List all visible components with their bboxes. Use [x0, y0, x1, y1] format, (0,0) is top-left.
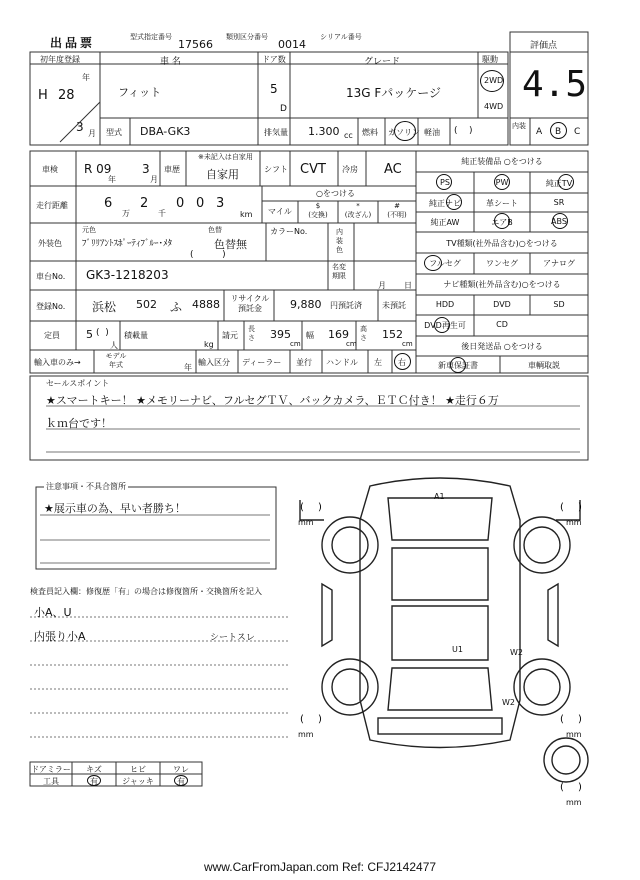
genuine-title: 純正装備品 ○をつける [461, 157, 543, 166]
mm-front-left: mm [298, 518, 314, 527]
color-change-label: 色替 [208, 226, 222, 234]
svg-text:): ) [318, 502, 322, 513]
ac: AC [384, 162, 402, 177]
handle-left: 左 [374, 358, 382, 367]
color-change: 色替無 [214, 238, 247, 251]
equip-leather: 革シート [486, 199, 518, 208]
mileage-digit-3: 0 [176, 196, 185, 211]
navi-hdd: HDD [435, 300, 455, 309]
navi-sd: SD [553, 300, 565, 309]
drive-label: 駆動 [482, 55, 498, 64]
color-label: 外装色 [38, 239, 62, 248]
name-change-day: 日 [404, 281, 412, 290]
load-label: 積載量 [124, 331, 148, 340]
month-unit: 月 [88, 129, 96, 138]
width: 169 [328, 328, 349, 341]
svg-text:(: ( [300, 502, 304, 513]
fuel-other: ( ) [454, 126, 473, 136]
jack-value-circle [174, 775, 188, 786]
tv-fullseg: フルセグ [429, 259, 461, 268]
drive-2wd-circle [480, 70, 504, 92]
registration-label: 登録No. [36, 302, 66, 311]
length: 395 [270, 328, 291, 341]
sen-unit: 千 [158, 209, 166, 218]
equip-airbag-circle [494, 213, 510, 229]
km-unit: km [240, 210, 253, 219]
mileage-digit-4: 0 [196, 196, 205, 211]
interior-label: 内装 [512, 122, 526, 130]
interior-color-label: 内装色 [336, 228, 343, 254]
mm-front-right: mm [566, 518, 582, 527]
capacity-paren: ( ) [96, 328, 109, 338]
grade: 13G Fパッケージ [346, 86, 442, 100]
grade-label: グレード [364, 57, 401, 67]
car-hist: 自家用 [206, 168, 239, 181]
tv-fullseg-circle [424, 255, 442, 271]
navi-dvd: DVD [493, 300, 511, 309]
recycle-label: リサイクル 預託金 [230, 294, 270, 313]
equip-airbag: エアB [491, 218, 513, 227]
navi-title: ナビ種類(社外品含む)○をつける [443, 280, 561, 289]
shaken-month-unit: 月 [150, 175, 158, 184]
ac-label: 冷房 [342, 165, 358, 174]
tools-header-break: ワレ [173, 765, 189, 774]
width-unit: cm [346, 340, 357, 348]
interior-b: B [555, 127, 562, 137]
fuel-gas-circle [394, 121, 416, 141]
model-type-label: 型式指定番号 [130, 33, 172, 41]
later-title: 後日発送品 ○をつける [461, 342, 543, 351]
inspector-label: 検査員記入欄：修復歴「有」の場合は修復箇所・交換箇所を記入 [30, 587, 262, 596]
shift: CVT [300, 162, 326, 177]
svg-text:(: ( [560, 502, 564, 513]
recycle-fee: 9,880 [290, 298, 322, 311]
doors-label: ドア数 [262, 55, 286, 64]
mileage-digit-1: 6 [104, 196, 113, 211]
equip-aw: 純正AW [430, 218, 460, 227]
later-manual: 車輌取説 [528, 361, 560, 370]
orig-color-label: 元色 [82, 226, 96, 234]
jack-value: 有 [177, 777, 185, 786]
svg-text:(: ( [300, 714, 304, 725]
interior-a: A [536, 127, 543, 137]
person-unit: 人 [110, 341, 118, 350]
later-warranty: 新車保証書 [438, 361, 478, 370]
displacement-label: 排気量 [264, 128, 288, 137]
name-change-label: 名変 期限 [332, 263, 346, 280]
svg-text:): ) [578, 714, 582, 725]
exchange-option: $ (交換) [308, 202, 328, 219]
door-suffix: D [280, 104, 287, 114]
mileage-digit-2: 2 [140, 196, 149, 211]
year-unit: 年 [82, 73, 90, 82]
import-label: 輸入車のみ→ [34, 358, 81, 367]
cc-unit: cc [344, 131, 353, 140]
displacement: 1.300 [308, 125, 340, 138]
interior-b-circle [550, 122, 567, 139]
fuel-gas: ガソリン [388, 128, 420, 137]
shaken: R 09 [84, 162, 112, 176]
tools-label: 工具 [43, 777, 59, 786]
orig-color: ﾌﾞﾘﾘｱﾝﾄｽﾎﾟｰﾃｨﾌﾞﾙｰ･ﾒﾀ [82, 239, 173, 249]
equip-ps: PS [440, 178, 450, 187]
tools-value-circle [87, 775, 101, 786]
mileage-label: 走行距離 [36, 201, 68, 210]
equip-navi-circle [446, 194, 462, 210]
model: DBA-GK3 [140, 125, 191, 138]
car-hist-label: 車歴 [164, 165, 180, 174]
equip-navi: 純正ナビ [429, 199, 461, 208]
mm-rear-left: mm [298, 730, 314, 739]
equip-abs: ABS [551, 217, 567, 226]
mm-spare: mm [566, 798, 582, 807]
car-diagram [300, 478, 588, 782]
svg-text:): ) [578, 502, 582, 513]
mileage-mark-note: ○をつける [316, 189, 355, 198]
inspector-line-2a: 内張り小A [34, 630, 86, 643]
recycle-unit: 円預託済 [330, 301, 362, 310]
tools-header-crack: ヒビ [130, 765, 146, 774]
later-warranty-circle [450, 357, 466, 373]
category-label: 類別区分番号 [226, 33, 268, 41]
tools-header-scratch: キズ [86, 765, 102, 774]
svg-text:): ) [318, 714, 322, 725]
shaken-month: 3 [142, 162, 150, 176]
sales-label: セールスポイント [46, 379, 110, 388]
color-no-label: カラーNo. [270, 227, 308, 236]
handle-right: 右 [398, 358, 406, 367]
handle-label: ハンドル [326, 358, 358, 367]
parallel-option: 並行 [296, 358, 312, 367]
diagram-u1: U1 [452, 645, 463, 654]
car-name: フィット [118, 86, 162, 99]
kg-unit: kg [204, 340, 214, 349]
model-year-label: モデル 年式 [105, 352, 127, 369]
tools-value: 有 [90, 777, 98, 786]
watermark: www.CarFromJapan.com Ref: CFJ2142477 [203, 860, 437, 874]
jack-label: ジャッキ [122, 777, 154, 786]
car-name-label: 車 名 [160, 57, 181, 67]
reg-year: 28 [58, 88, 75, 103]
svg-text:(: ( [560, 714, 564, 725]
shift-label: シフト [264, 165, 288, 174]
first-reg-label: 初年度登録 [40, 55, 80, 64]
car-hist-note: ※未記入は自家用 [198, 153, 253, 161]
capacity-label: 定員 [44, 331, 60, 340]
width-label: 幅 [306, 331, 314, 340]
height-unit: cm [402, 340, 413, 348]
shaken-year-unit: 年 [108, 175, 116, 184]
chassis-no: GK3-1218203 [86, 268, 169, 282]
sales-line-2: ｋｍ台です！ [46, 417, 112, 430]
unknown-option: # (不明) [387, 202, 407, 219]
interior-c: C [574, 127, 581, 137]
reg-city: 浜松 [92, 300, 117, 314]
inspector-line-2b: シートスレ [210, 633, 255, 643]
navi-dvd-play-circle [434, 317, 450, 333]
length-label: 長さ [248, 325, 255, 342]
mileage-digit-5: 3 [216, 196, 225, 211]
navi-dvd-play: DVD再生可 [424, 321, 466, 330]
diagram-a1: A1 [434, 492, 445, 501]
reg-month: 3 [76, 120, 84, 134]
drive-2wd: 2WD [484, 76, 504, 85]
model-type-no: 17566 [178, 38, 213, 51]
doors: 5 [270, 82, 278, 96]
svg-text:): ) [578, 782, 582, 793]
category-no: 0014 [278, 38, 306, 51]
handle-right-circle [394, 353, 411, 370]
svg-text:(: ( [560, 782, 564, 793]
length-unit: cm [290, 340, 301, 348]
diagram-w2-b: W2 [502, 698, 515, 707]
color-paren: ( ) [190, 250, 226, 260]
claim-label: 請元 [222, 331, 238, 340]
tv-title: TV種類(社外品含む)○をつける [446, 239, 558, 248]
equip-sr: SR [553, 198, 565, 207]
tampered-option: * (改ざん) [344, 202, 372, 219]
notes-label: 注意事項・不具合箇所 [46, 482, 126, 491]
equip-pw-circle [494, 174, 510, 190]
import-class-label: 輸入区分 [198, 358, 230, 367]
reg-kana: ふ [170, 300, 183, 314]
shaken-label: 車検 [42, 165, 58, 174]
equip-tv-circle [558, 174, 574, 190]
capacity: 5 [86, 328, 93, 341]
serial-label: シリアル番号 [320, 33, 362, 41]
dealer-option: ディーラー [242, 358, 282, 367]
era: H [38, 88, 48, 103]
notes-line-1: ★展示車の為、早い者勝ち！ [44, 502, 186, 515]
tv-oneseg: ワンセグ [486, 259, 518, 268]
diagram-w2-a: W2 [510, 648, 523, 657]
name-change-month: 月 [378, 281, 386, 290]
grade-score-label: 評価点 [530, 41, 558, 51]
man-unit: 万 [122, 209, 130, 218]
fuel-diesel: 軽油 [424, 128, 440, 137]
drive-4wd: 4WD [484, 102, 504, 111]
mile-option: マイル [268, 207, 292, 216]
equip-abs-circle [552, 213, 568, 229]
height-label: 高さ [360, 325, 367, 342]
tv-analog: アナログ [543, 259, 575, 268]
height: 152 [382, 328, 403, 341]
sales-line-1: ★スマートキー！ ★メモリーナビ、フルセグＴＶ、バックカメラ、ＥＴＣ付き！ ★走行６万 [46, 394, 499, 407]
inspector-line-1: 小A、U [34, 606, 72, 619]
equip-tv: 純正TV [545, 179, 573, 188]
navi-cd: CD [496, 320, 508, 329]
model-label: 型式 [106, 128, 122, 137]
recycle-unpaid: 未預託 [382, 301, 406, 310]
reg-number: 4888 [192, 298, 220, 311]
slash-mark [58, 100, 102, 144]
fuel-label: 燃料 [362, 128, 378, 137]
model-year-unit: 年 [184, 363, 192, 372]
tools-header-mirror: ドアミラー [31, 765, 71, 774]
equip-ps-circle [436, 174, 452, 190]
mm-rear-right: mm [566, 730, 582, 739]
score: 4.5 [522, 64, 588, 105]
form-title: 出品票 [50, 36, 96, 50]
equip-pw: PW [495, 178, 509, 187]
chassis-label: 車台No. [36, 272, 66, 281]
reg-class: 502 [136, 298, 157, 311]
